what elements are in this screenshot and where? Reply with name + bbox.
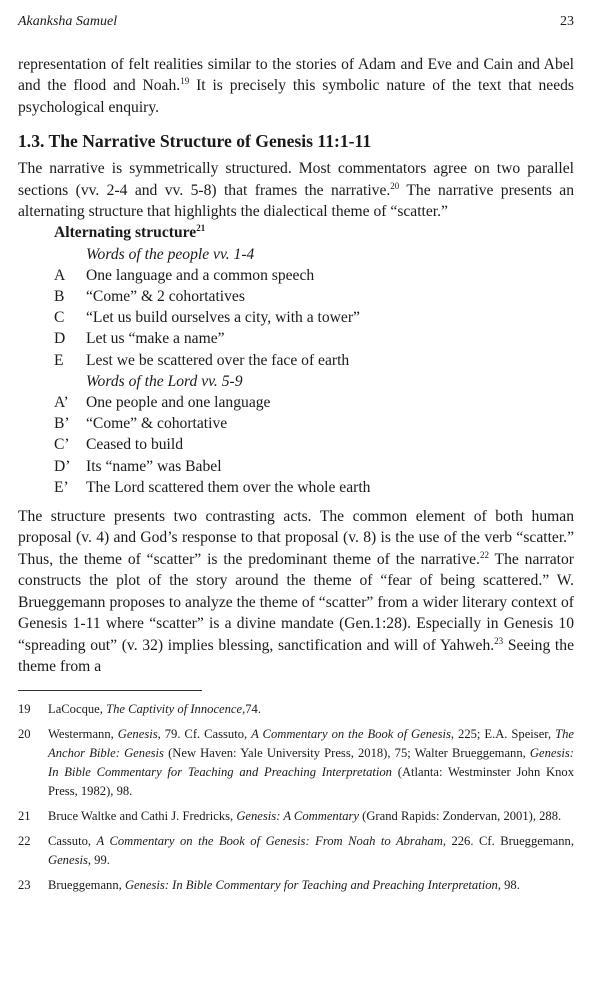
paragraph-scatter-theme — [18, 506, 574, 677]
footnote-divider — [18, 690, 202, 691]
fn-title: The Anchor Bible: Genesis — [48, 727, 574, 761]
fn-title: A Commentary on the Book of Genesis — [251, 727, 451, 742]
footnote-21 — [18, 807, 574, 826]
running-head-author: Akanksha Samuel — [18, 14, 118, 29]
intro-text: representation of felt realities similar to the stories of Adam and Eve and Cain and Abel and the flood and Noah. — [18, 56, 574, 95]
fn-text: Cassuto, — [48, 834, 97, 849]
fn-text: (New Haven: Yale University Press, 2018), 75; Walter Brueggemann, — [163, 746, 530, 761]
fn-title: Genesis — [48, 853, 88, 868]
intro-text-cont: It is precisely this symbolic nature of the text that needs psychological enquiry. — [18, 77, 575, 116]
fn-text: ,74. — [242, 702, 261, 717]
footnote-ref-19[interactable]: 19 — [180, 76, 190, 87]
structure-item — [54, 265, 574, 286]
footnote-ref-20[interactable]: 20 — [390, 180, 400, 191]
footnote-ref-22[interactable]: 22 — [479, 549, 489, 560]
alternating-structure-title — [54, 222, 574, 243]
structure-item-text: Lest we be scattered over the face of earth — [86, 351, 350, 369]
fn-title: Genesis: In Bible Commentary for Teaching and Preaching Interpretation — [124, 878, 498, 893]
footnote-23 — [18, 876, 574, 895]
structure-list-lord — [54, 392, 574, 498]
fn-text: , 226. Cf. Brueggemann, — [442, 834, 574, 849]
fn-text: LaCocque, — [48, 702, 107, 717]
footnote-text — [48, 876, 574, 895]
fn-text: Westermann, — [48, 727, 118, 742]
footnotes — [18, 700, 574, 895]
footnote-text — [48, 807, 574, 826]
footnote-number: 22 — [18, 834, 31, 849]
structure-item-text: One language and a common speech — [86, 266, 315, 284]
fn-text: , 225; E.A. Speiser, — [450, 727, 556, 742]
structure-item-label: A’ — [54, 394, 69, 412]
section-subtitle-lord: Words of the Lord vv. 5-9 — [86, 372, 243, 390]
structure-item — [54, 286, 574, 307]
footnote-text — [48, 700, 574, 719]
footnote-number: 19 — [18, 702, 31, 717]
structure-item-label: C’ — [54, 436, 70, 454]
fn-text: , 99. — [87, 853, 110, 868]
footnote-number: 21 — [18, 809, 31, 824]
structure-item-text: Ceased to build — [86, 436, 184, 454]
structure-item-label: B’ — [54, 415, 70, 433]
fn-text: (Grand Rapids: Zondervan, 2001), 288. — [359, 809, 562, 824]
structure-item-label: A — [54, 266, 66, 284]
structure-item-text: “Come” & cohortative — [86, 415, 228, 433]
structure-item-label: E’ — [54, 478, 69, 496]
structure-item — [54, 434, 574, 455]
para2-text-cont: The narrator constructs the plot of the story around the theme of “fear of being scattered.” W. Brueggemann proposes to analyze the theme of “scatter” from a wider literary context of Genesis 1-11 where “scatter” is a divine mandate (Gen.1:28). Especially in Genesis 10 “spreading out” (v. 32) implies blessing, sanctification and will of Yahweh. — [18, 550, 575, 654]
page-number: 23 — [560, 14, 574, 29]
fn-text: , 79. Cf. Cassuto, — [157, 727, 252, 742]
running-header — [18, 14, 574, 54]
alternating-structure — [54, 222, 574, 498]
structure-item-label: B — [54, 288, 65, 306]
structure-item — [54, 328, 574, 349]
section-heading: 1.3. The Narrative Structure of Genesis 11:1-11 — [18, 131, 372, 152]
fn-title: Genesis: In Bible Commentary for Teaching and Preaching Interpretation — [48, 746, 574, 780]
structure-item-label: D — [54, 330, 66, 348]
structure-item — [54, 350, 574, 371]
intro-paragraph — [18, 54, 574, 118]
para2-text: The structure presents two contrasting acts. The common element of both human proposal (v. 4) and God’s response to that proposal (v. 8) is the use of the verb “scatter.” Thus, the theme of “scatter” is the predominant theme of the narrative. — [18, 508, 574, 568]
structure-item-label: E — [54, 351, 64, 369]
structure-item — [54, 413, 574, 434]
para1-text-cont: The narrative presents an alternating structure that highlights the dialectical theme of “scatter.” — [18, 181, 574, 221]
para1-text: The narrative is symmetrically structured. Most commentators agree on two parallel sections (vv. 2-4 and vv. 5-8) that frames the narrative. — [18, 160, 574, 199]
fn-text: Brueggemann, — [48, 878, 125, 893]
alternating-title-text: Alternating structure — [54, 224, 197, 242]
footnote-number: 20 — [18, 727, 31, 742]
fn-text: , 98. — [497, 878, 520, 893]
structure-item — [54, 307, 574, 328]
fn-title: Genesis: A Commentary — [236, 809, 359, 824]
footnote-ref-21[interactable]: 21 — [196, 223, 206, 234]
para2-text-end: Seeing the theme from a — [18, 636, 574, 675]
structure-item-label: C — [54, 309, 65, 327]
footnote-22 — [18, 832, 574, 870]
fn-text: Bruce Waltke and Cathi J. Fredricks, — [48, 809, 237, 824]
structure-item — [54, 392, 574, 413]
fn-title: The Captivity of Innocence — [106, 702, 243, 717]
structure-item-text: “Come” & 2 cohortatives — [86, 288, 245, 306]
structure-item-label: D’ — [54, 457, 71, 475]
footnote-text — [48, 832, 574, 870]
structure-item — [54, 456, 574, 477]
footnote-20 — [18, 725, 574, 801]
structure-item-text: “Let us build ourselves a city, with a tower” — [86, 309, 360, 327]
fn-text: (Atlanta: Westminster John Knox Press, 1982), 98. — [48, 765, 575, 799]
paragraph-structure — [18, 158, 574, 222]
structure-item-text: The Lord scattered them over the whole earth — [86, 478, 371, 496]
footnote-text — [48, 725, 574, 801]
footnote-number: 23 — [18, 878, 31, 893]
structure-list-people — [54, 265, 574, 371]
fn-title: Genesis — [117, 727, 158, 742]
structure-item-text: Its “name” was Babel — [86, 457, 222, 475]
structure-item-text: One people and one language — [86, 394, 271, 412]
footnote-ref-23[interactable]: 23 — [494, 635, 504, 646]
fn-title: A Commentary on the Book of Genesis: From Noah to Abraham — [96, 834, 443, 849]
structure-item-text: Let us “make a name” — [86, 330, 225, 348]
structure-item — [54, 477, 574, 498]
section-subtitle-people: Words of the people vv. 1-4 — [86, 245, 255, 263]
footnote-19 — [18, 700, 574, 719]
